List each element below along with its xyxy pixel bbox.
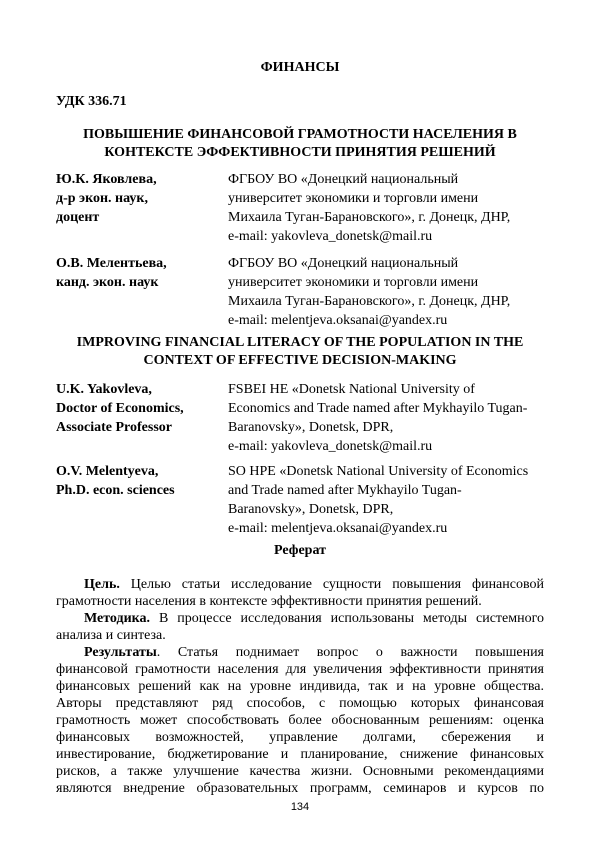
abstract-method-line: анализа и синтеза. <box>56 628 166 643</box>
method-label: Методика. <box>84 611 151 626</box>
abstract-results-line: финансовой грамотности населения для увеличения эффективности принятия <box>56 662 544 677</box>
abstract-heading: Реферат <box>274 543 326 558</box>
title-ru-line: КОНТЕКСТЕ ЭФФЕКТИВНОСТИ ПРИНЯТИЯ РЕШЕНИЙ <box>104 145 496 160</box>
author-name-line: O.V. Melentyeva, <box>56 464 159 479</box>
author-ru-2-name <box>56 254 226 292</box>
abstract-method-paragraph <box>56 610 544 644</box>
abstract-results-line: финансовых возможностей, управление долгами, сбережения и <box>56 730 544 745</box>
title-en-line: CONTEXT OF EFFECTIVE DECISION-MAKING <box>143 353 457 368</box>
affiliation-line: Baranovsky», Donetsk, DPR, <box>228 420 394 435</box>
goal-label: Цель. <box>84 577 120 592</box>
results-label: Результаты <box>84 645 157 660</box>
author-degree-line: д-р экон. наук, <box>56 191 148 206</box>
author-name-line: О.В. Мелентьева, <box>56 256 167 271</box>
affiliation-line: and Trade named after Mykhayilo Tugan- <box>228 483 462 498</box>
abstract-results-line: инвестирование, бюджетирование и планирование, снижение финансовых <box>56 747 544 762</box>
results-text: . Статья поднимает вопрос о важности повышения <box>156 645 544 660</box>
abstract-results-line: грамотность может способствовать более обоснованным решениям: оценка <box>56 713 544 728</box>
author-title-line: Associate Professor <box>56 420 172 435</box>
udk-code: УДК 336.71 <box>56 94 127 109</box>
author-name-line: Ю.К. Яковлева, <box>56 172 157 187</box>
affiliation-line: Baranovsky», Donetsk, DPR, <box>228 502 394 517</box>
author-degree-line: канд. экон. наук <box>56 275 159 290</box>
email-line: e-mail: melentjeva.oksanai@yandex.ru <box>228 313 448 328</box>
abstract-results-line: Авторы представляют ряд способов, с помощью которых финансовая <box>56 696 544 711</box>
email-line: e-mail: melentjeva.oksanai@yandex.ru <box>228 521 448 536</box>
title-en <box>56 334 544 370</box>
abstract-goal-line: грамотности населения в контексте эффективности принятия решений. <box>56 594 482 609</box>
abstract-method-line <box>56 610 544 627</box>
email-line: e-mail: yakovleva_donetsk@mail.ru <box>228 229 433 244</box>
author-en-1-name <box>56 380 226 437</box>
affiliation-line: FSBEI HE «Donetsk National University of <box>228 382 475 397</box>
abstract-results-line: являются внедрение образовательных программ, семинаров и курсов по <box>56 781 544 796</box>
affiliation-line: Economics and Trade named after Mykhayilo Tugan- <box>228 401 528 416</box>
goal-text: Целью статьи исследование сущности повышения финансовой <box>119 577 544 592</box>
author-ru-1-affiliation <box>228 170 548 246</box>
author-en-1-affiliation <box>228 380 548 456</box>
abstract-results-line <box>56 644 544 661</box>
affiliation-line: Михаила Туган-Барановского», г. Донецк, ДНР, <box>228 294 511 309</box>
author-en-2-name <box>56 462 226 500</box>
affiliation-line: ФГБОУ ВО «Донецкий национальный <box>228 172 459 187</box>
section-heading: ФИНАНСЫ <box>260 60 340 75</box>
abstract-results-line: финансовых решений как на уровне индивида, так и на уровне общества. <box>56 679 544 694</box>
author-name-line: U.K. Yakovleva, <box>56 382 152 397</box>
email-line: e-mail: yakovleva_donetsk@mail.ru <box>228 439 433 454</box>
affiliation-line: SO HPE «Donetsk National University of Economics <box>228 464 529 479</box>
abstract-goal-line <box>56 576 544 593</box>
author-ru-2-affiliation <box>228 254 548 330</box>
author-ru-1-name <box>56 170 226 227</box>
author-en-2-affiliation <box>228 462 548 538</box>
abstract-results-paragraph <box>56 644 544 797</box>
author-degree-line: Ph.D. econ. sciences <box>56 483 175 498</box>
author-title-line: доцент <box>56 210 100 225</box>
title-en-line: IMPROVING FINANCIAL LITERACY OF THE POPULATION IN THE <box>76 335 524 350</box>
affiliation-line: Михаила Туган-Барановского», г. Донецк, ДНР, <box>228 210 511 225</box>
affiliation-line: университет экономики и торговли имени <box>228 191 479 206</box>
author-degree-line: Doctor of Economics, <box>56 401 184 416</box>
affiliation-line: ФГБОУ ВО «Донецкий национальный <box>228 256 459 271</box>
title-ru-line: ПОВЫШЕНИЕ ФИНАНСОВОЙ ГРАМОТНОСТИ НАСЕЛЕНИЯ В <box>83 127 517 142</box>
method-text: В процессе исследования использованы методы системного <box>150 611 544 626</box>
abstract-goal-paragraph <box>56 576 544 610</box>
affiliation-line: университет экономики и торговли имени <box>228 275 479 290</box>
page-number: 134 <box>290 801 310 813</box>
title-ru <box>56 126 544 162</box>
abstract-results-line: рисков, а также улучшение качества жизни. Основными рекомендациями <box>56 764 544 779</box>
